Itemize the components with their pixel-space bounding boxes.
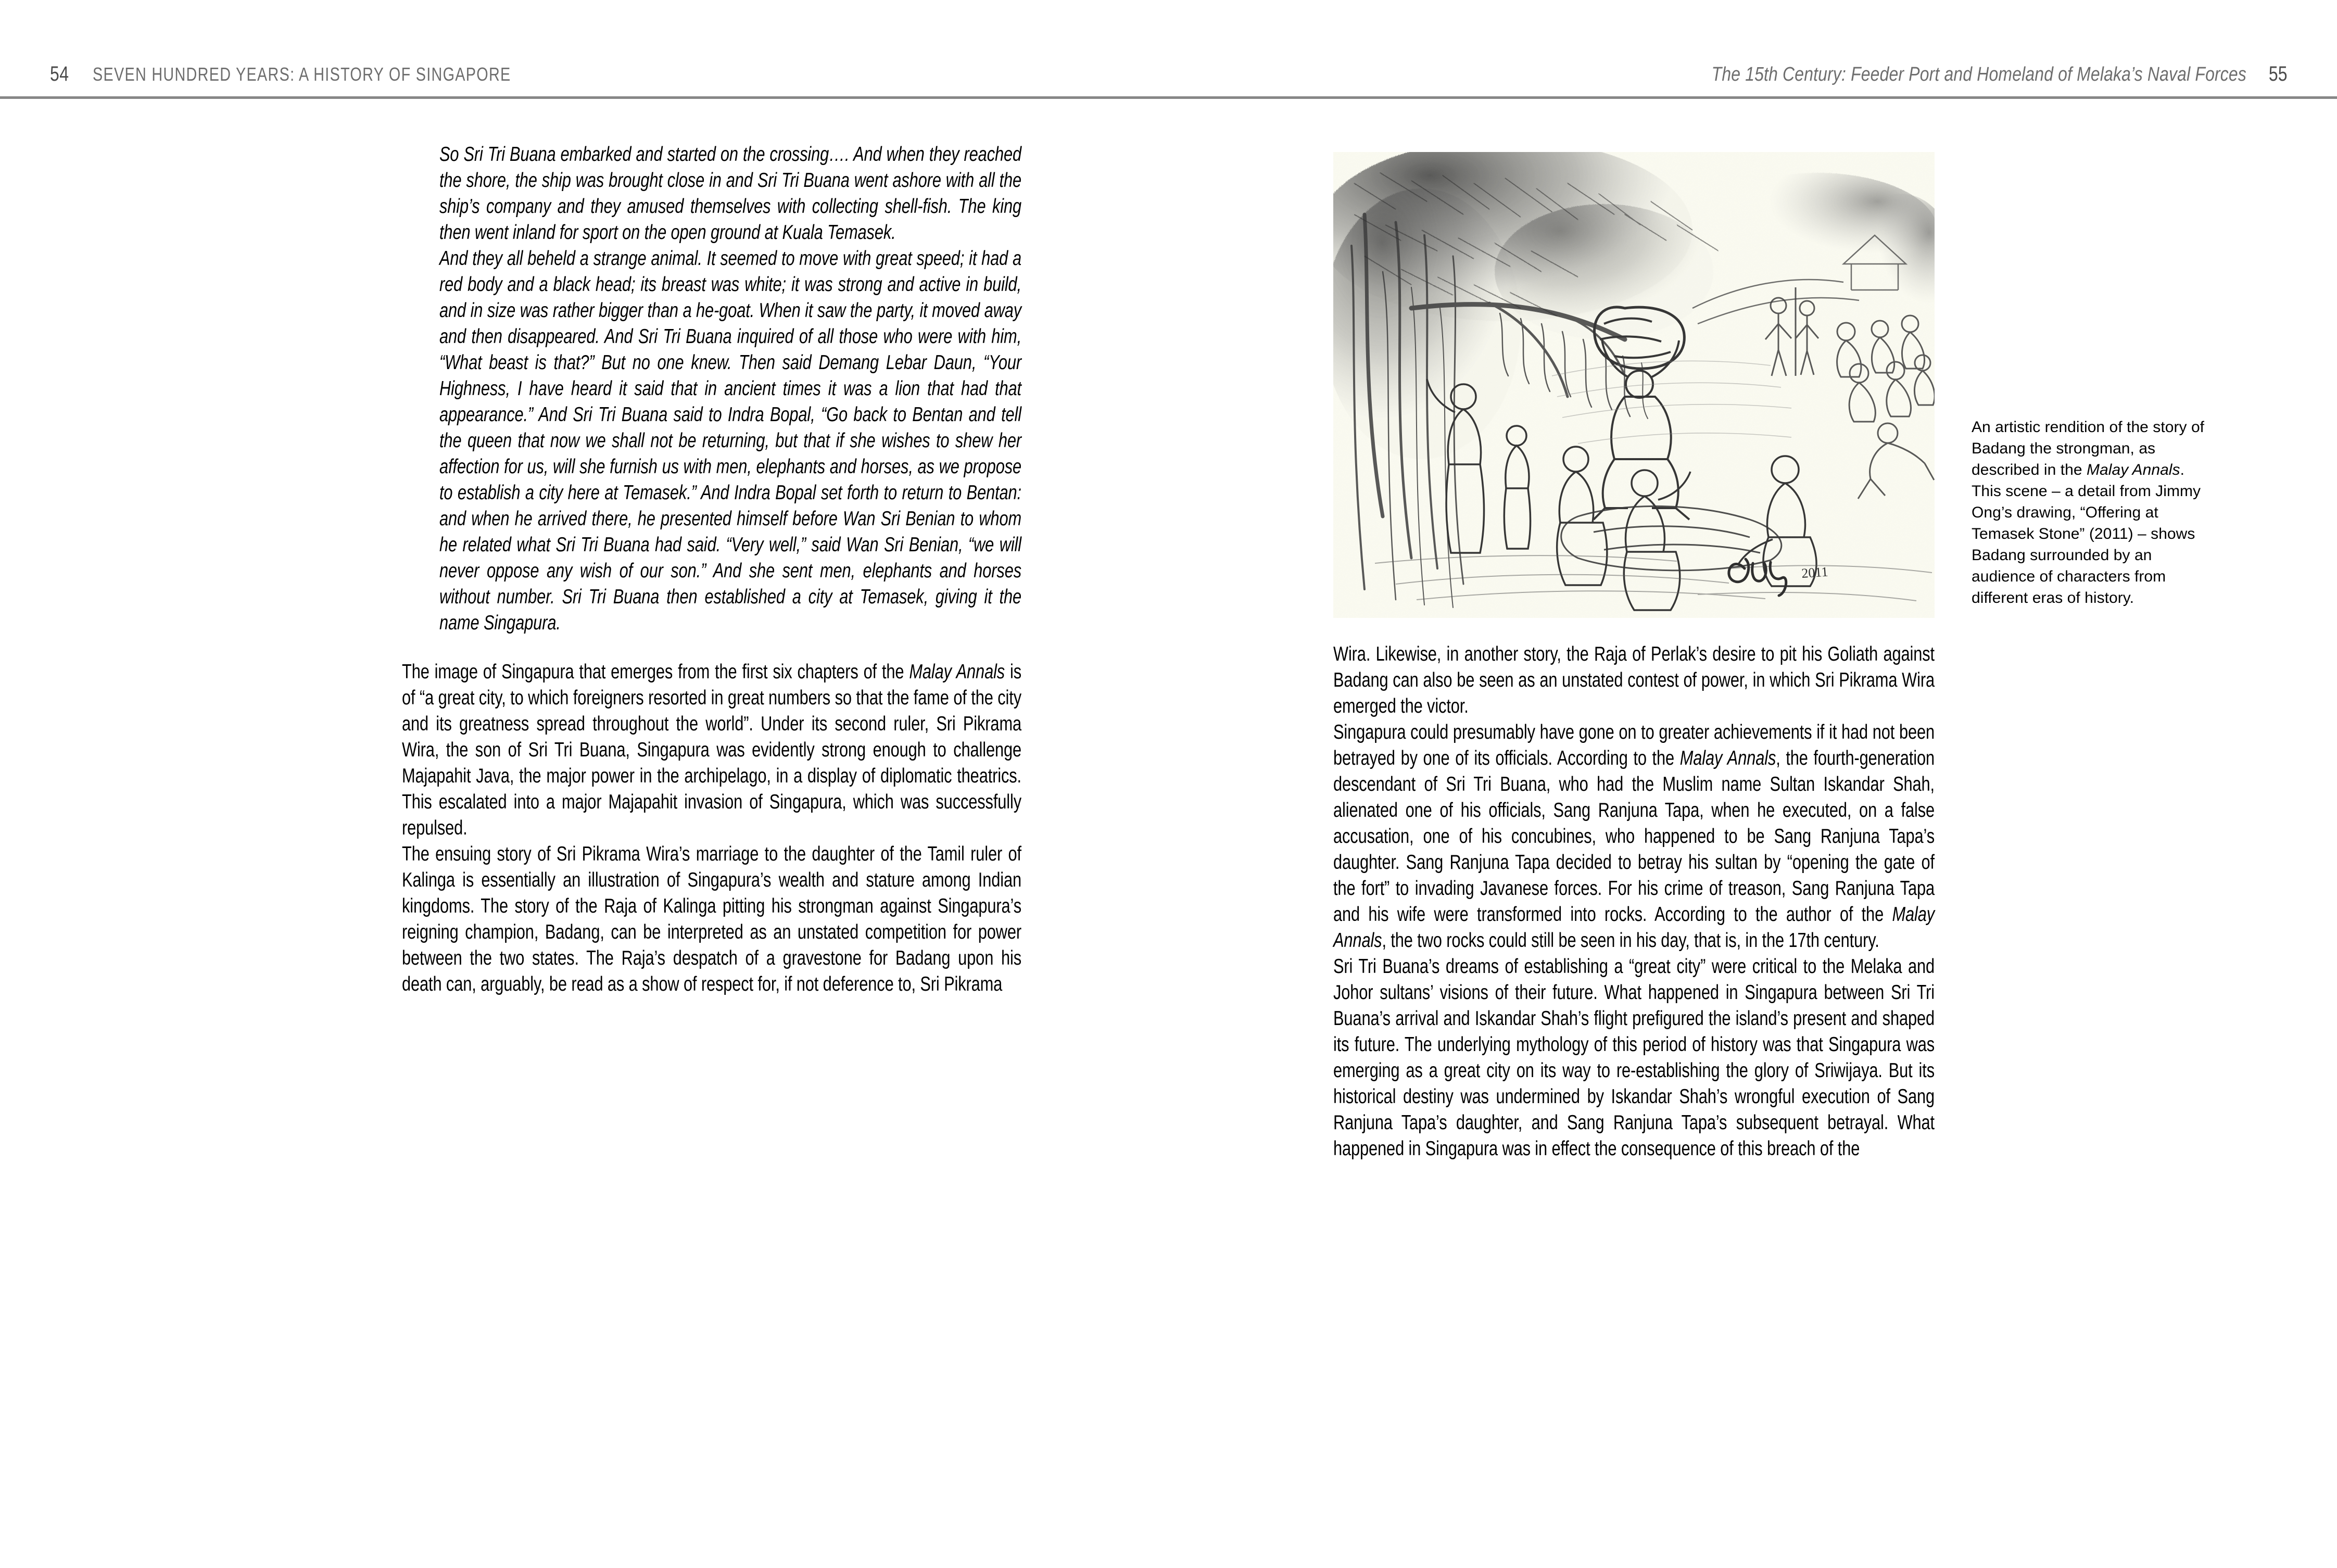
left-column (402, 142, 1021, 997)
body-paragraph (1333, 719, 1935, 954)
paragraph-text: , the two rocks could still be seen in his day, that is, in the 17th century. (1382, 929, 1879, 952)
running-title-left: SEVEN HUNDRED YEARS: A HISTORY OF SINGAPORE (92, 64, 511, 85)
right-column (1333, 641, 1935, 1162)
page-number-right: 55 (2268, 62, 2287, 85)
illustration-figure (1333, 152, 1935, 618)
figure-caption-block (1972, 416, 2216, 609)
paragraph-text: is of “a great city, to which foreigners resorted in great numbers so that the fame of the city and its greatness spread throughout the world”. Under its second ruler, Sri Pikrama Wira, the son of Sri Tri Buana, Singapura was evidently strong enough to challenge Majapahit Java, the major power in the archipelago, in a display of diplomatic theatrics. This escalated into a major Majapahit invasion of Singapura, which was successfully repulsed. (402, 661, 1021, 839)
book-title-italic: Malay Annals (2087, 461, 2180, 478)
running-head (0, 62, 2337, 99)
header-rule (0, 96, 2337, 99)
body-paragraph (402, 659, 1021, 841)
caption-text: . This scene – a detail from Jimmy Ong’s drawing, “Offering at Temasek Stone” (2011) – shows Badang surrounded by an audience of characters from different eras of history. (1972, 461, 2201, 606)
blockquote (439, 142, 1021, 636)
paragraph-text: The image of Singapura that emerges from the first six chapters of the (402, 661, 909, 683)
body-paragraph: The ensuing story of Sri Pikrama Wira’s marriage to the daughter of the Tamil ruler of Kalinga is essentially an illustration of Singapura’s wealth and stature among Indian kingdoms. The story of the Raja of Kalinga pitting his strongman against Singapura’s reigning champion, Badang, can be interpreted as an unstated competition for power between the two states. The Raja’s despatch of a gravestone for Badang upon his death can, arguably, be read as a show of respect for, if not deference to, Sri Pikrama (402, 843, 1021, 995)
running-head-right (1610, 62, 2287, 86)
book-title-italic: Malay Annals (1333, 903, 1935, 952)
signature-year: 2011 (1801, 564, 1829, 581)
figure-caption (1972, 416, 2216, 609)
charcoal-drawing (1333, 152, 1935, 618)
running-head-left (50, 62, 615, 86)
book-title-italic: Malay Annals (909, 661, 1005, 683)
blockquote-paragraph: So Sri Tri Buana embarked and started on the crossing…. And when they reached the shore, the ship was brought close in and Sri Tri Buana went ashore with all the ship’s company and they amused themselves with collecting shell-fish. The king then went inland for sport on the open ground at Kuala Temasek. (439, 143, 1021, 244)
body-paragraph: Sri Tri Buana’s dreams of establishing a “great city” were critical to the Melaka and Johor sultans’ visions of their future. What happened in Singapura between Sri Tri Buana’s arrival and Iskandar Shah’s flight prefigured the island’s present and shaped its future. The underlying mythology of this period of history was that Singapura was emerging as a great city on its way to re-establishing the glory of Sriwijaya. But its historical destiny was undermined by Iskandar Shah’s wrongful execution of Sang Ranjuna Tapa’s daughter, and Sang Ranjuna Tapa’s subsequent betrayal. What happened in Singapura was in effect the consequence of this breach of the (1333, 955, 1935, 1160)
book-title-italic: Malay Annals (1679, 747, 1776, 769)
paragraph-text: Singapura could presumably have gone on to greater achievements if it had not been betrayed by one of its officials. According to the (1333, 721, 1935, 769)
body-paragraph: Wira. Likewise, in another story, the Raja of Perlak’s desire to pit his Goliath against Badang can also be seen as an unstated contest of power, in which Sri Pikrama Wira emerged the victor. (1333, 643, 1935, 717)
page-number-left: 54 (50, 62, 69, 85)
caption-text: An artistic rendition of the story of Badang the strongman, as described in the (1972, 419, 2205, 478)
running-title-right: The 15th Century: Feeder Port and Homeland of Melaka’s Naval Forces (1711, 64, 2246, 85)
blockquote-paragraph: And they all beheld a strange animal. It seemed to move with great speed; it had a red body and a black head; its breast was white; it was strong and active in build, and in size was rather bigger than a he-goat. When it saw the party, it moved away and then disappeared. And Sri Tri Buana inquired of all those who were with him, “What beast is that?” But no one knew. Then said Demang Lebar Daun, “Your Highness, I have heard it said that in ancient times it was a lion that had that appearance.” And Sri Tri Buana said to Indra Bopal, “Go back to Bentan and tell the queen that now we shall not be returning, but that if she wishes to shew her affection for us, will she furnish us with men, elephants and horses, as we propose to establish a city here at Temasek.” And Indra Bopal set forth to return to Bentan: and when he arrived there, he presented himself before Wan Sri Benian to whom he related what Sri Tri Buana had said. “Very well,” said Wan Sri Benian, “we will never oppose any wish of our son.” And she sent men, elephants and horses without number. Sri Tri Buana then established a city at Temasek, giving it the name Singapura. (439, 247, 1021, 634)
paragraph-text: , the fourth-generation descendant of Sri Tri Buana, who had the Muslim name Sultan Iskandar Shah, alienated one of his officials, Sang Ranjuna Tapa, when he executed, on a false accusation, one of his concubines, who happened to be Sang Ranjuna Tapa’s daughter. Sang Ranjuna Tapa decided to betray his sultan by “opening the gate of the fort” to invading Javanese forces. For his crime of treason, Sang Ranjuna Tapa and his wife were transformed into rocks. According to the author of the (1333, 747, 1935, 926)
